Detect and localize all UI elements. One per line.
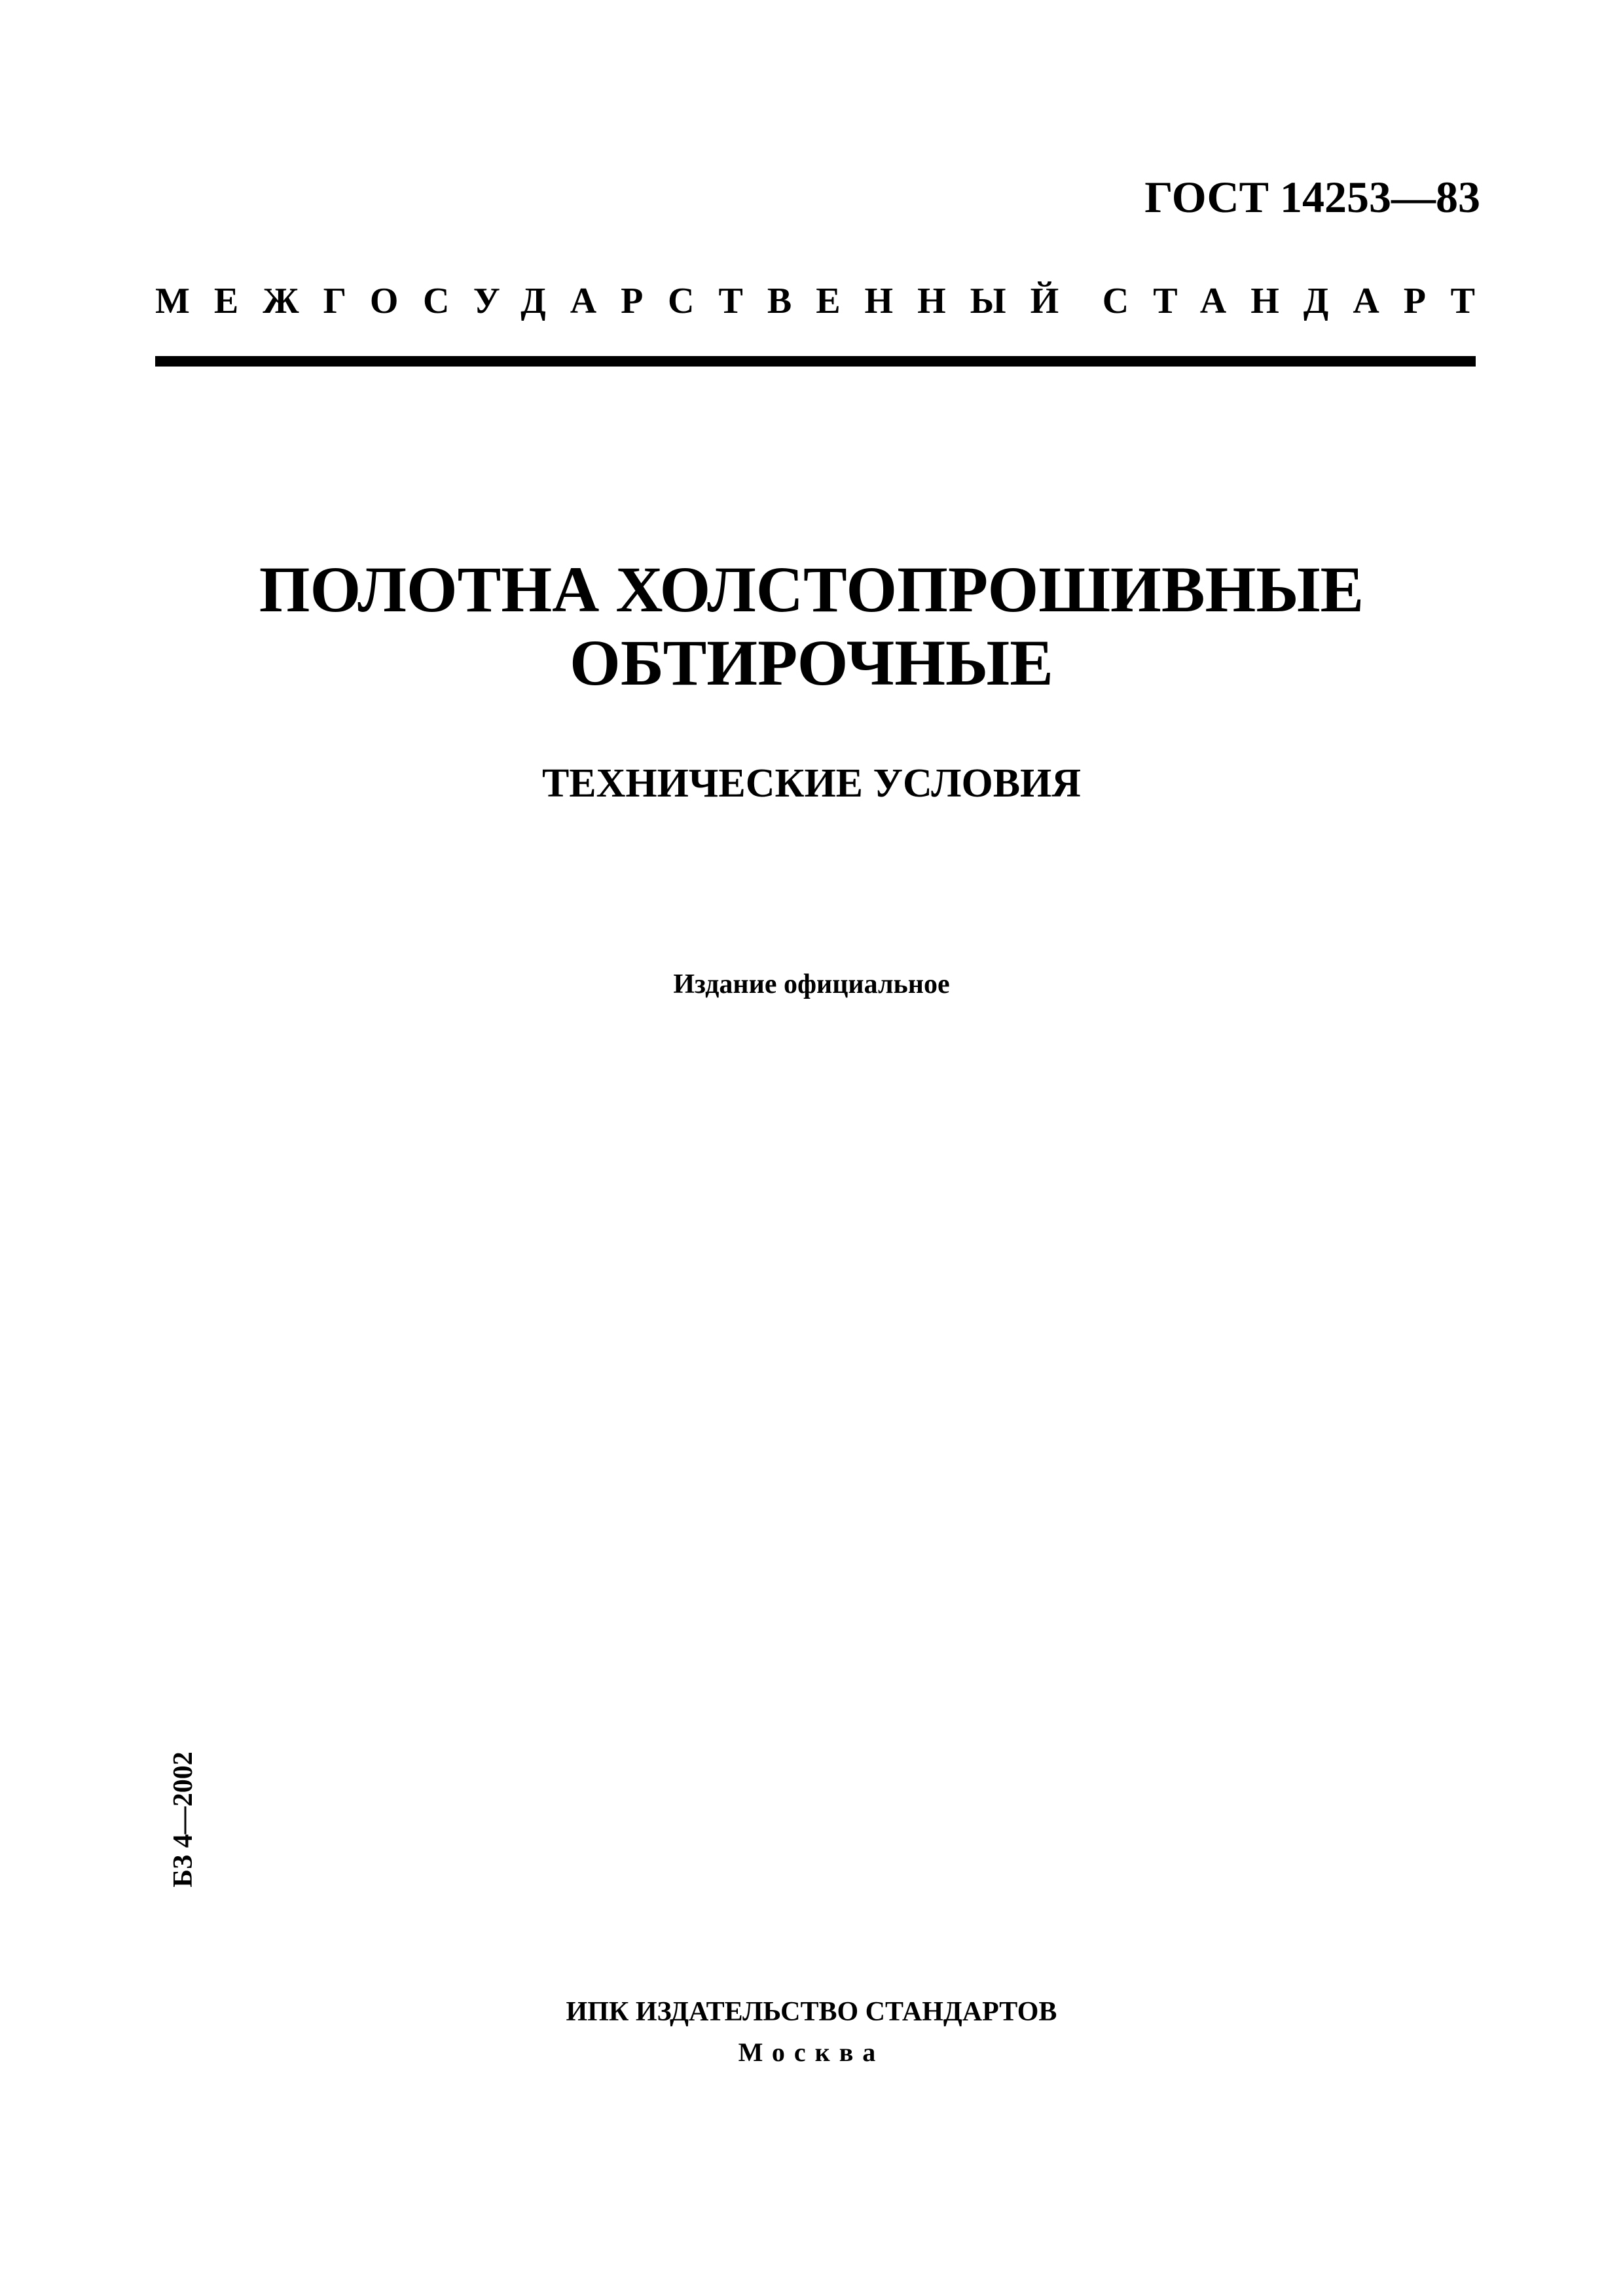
standard-type-word-1: МЕЖГОСУДАРСТВЕННЫЙ [155, 281, 1084, 321]
standard-type-heading [155, 280, 1499, 322]
title-line-2: ОБТИРОЧНЫЕ [570, 626, 1053, 699]
publisher: ИПК ИЗДАТЕЛЬСТВО СТАНДАРТОВ [566, 1997, 1057, 2027]
edition-note: Издание официальное [673, 969, 950, 999]
standard-type-word-2: СТАНДАРТ [1102, 281, 1499, 321]
document-subtitle: ТЕХНИЧЕСКИЕ УСЛОВИЯ [541, 761, 1082, 806]
gost-number: ГОСТ 14253—83 [1144, 172, 1480, 222]
title-line-1: ПОЛОТНА ХОЛСТОПРОШИВНЫЕ [259, 553, 1364, 626]
header-divider [155, 356, 1476, 367]
document-title [0, 553, 1623, 700]
publisher-city: Москва [738, 2037, 885, 2067]
side-code: БЗ 4—2002 [168, 1751, 198, 1888]
